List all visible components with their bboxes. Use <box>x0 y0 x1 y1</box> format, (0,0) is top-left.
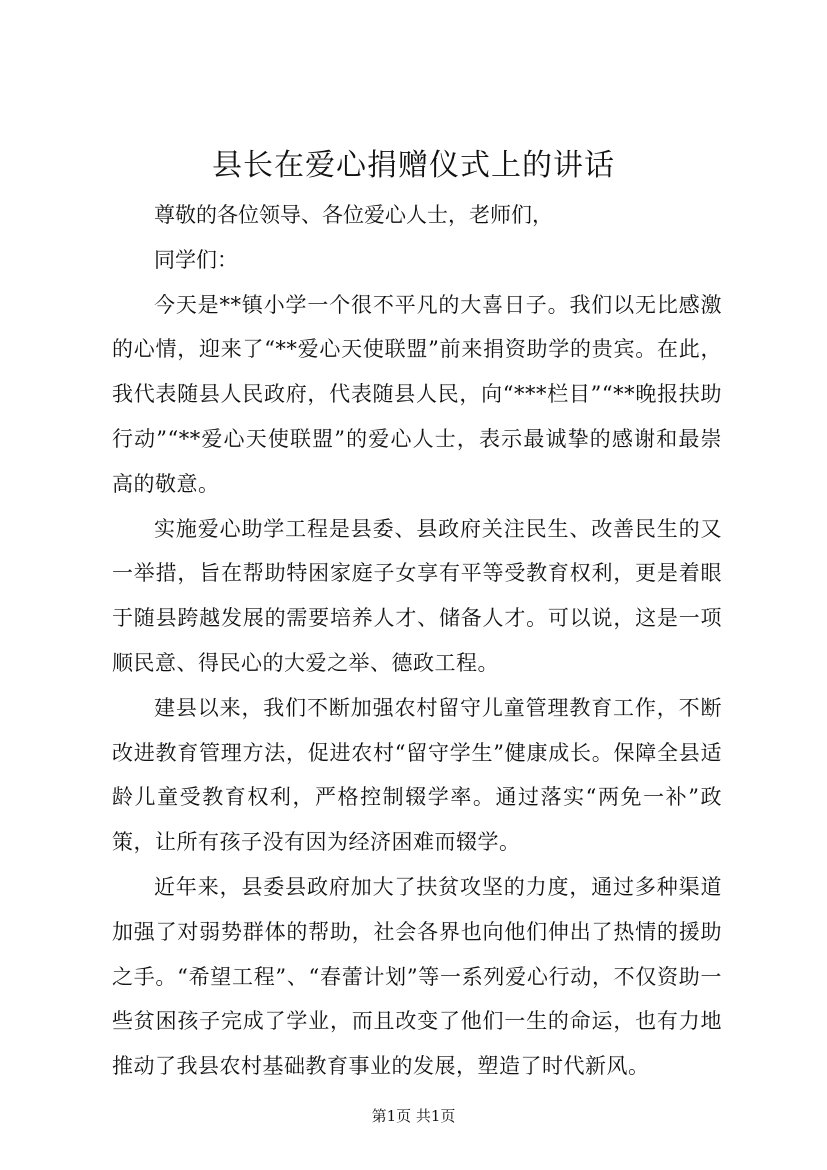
page-footer: 第1页 共1页 <box>371 1107 456 1125</box>
paragraph-1: 今天是**镇小学一个很不平凡的大喜日子。我们以无比感激的心情，迎来了“**爱心天使联盟”前来捐资助学的贵宾。在此，我代表随县人民政府，代表随县人民，向“***栏目”“**晚报扶助行动”“**爱心天使联盟”的爱心人士，表示最诚挚的感谢和最崇高的敬意。 <box>112 292 722 496</box>
document-title: 县长在爱心捐赠仪式上的讲话 <box>212 148 615 183</box>
paragraph-2: 实施爱心助学工程是县委、县政府关注民生、改善民生的又一举措，旨在帮助特困家庭子女享有平等受教育权利，更是着眼于随县跨越发展的需要培养人才、储备人才。可以说，这是一项顺民意、得民心的大爱之举、德政工程。 <box>112 516 722 675</box>
salutation-line-2: 同学们： <box>154 247 238 272</box>
paragraph-3: 建县以来，我们不断加强农村留守儿童管理教育工作，不断改进教育管理方法，促进农村“留守学生”健康成长。保障全县适龄儿童受教育权利，严格控制辍学率。通过落实“两免一补”政策，让所有孩子没有因为经济困难而辍学。 <box>112 695 722 855</box>
salutation-line-1: 尊敬的各位领导、各位爱心人士，老师们， <box>154 203 553 227</box>
document-body <box>112 193 722 1089</box>
paragraph-4: 近年来，县委县政府加大了扶贫攻坚的力度，通过多种渠道加强了对弱势群体的帮助，社会各界也向他们伸出了热情的援助之手。“希望工程”、“春蕾计划”等一系列爱心行动，不仅资助一些贫困孩子完成了学业，而且改变了他们一生的命运，也有力地推动了我县农村基础教育事业的发展，塑造了时代新风。 <box>112 874 722 1079</box>
